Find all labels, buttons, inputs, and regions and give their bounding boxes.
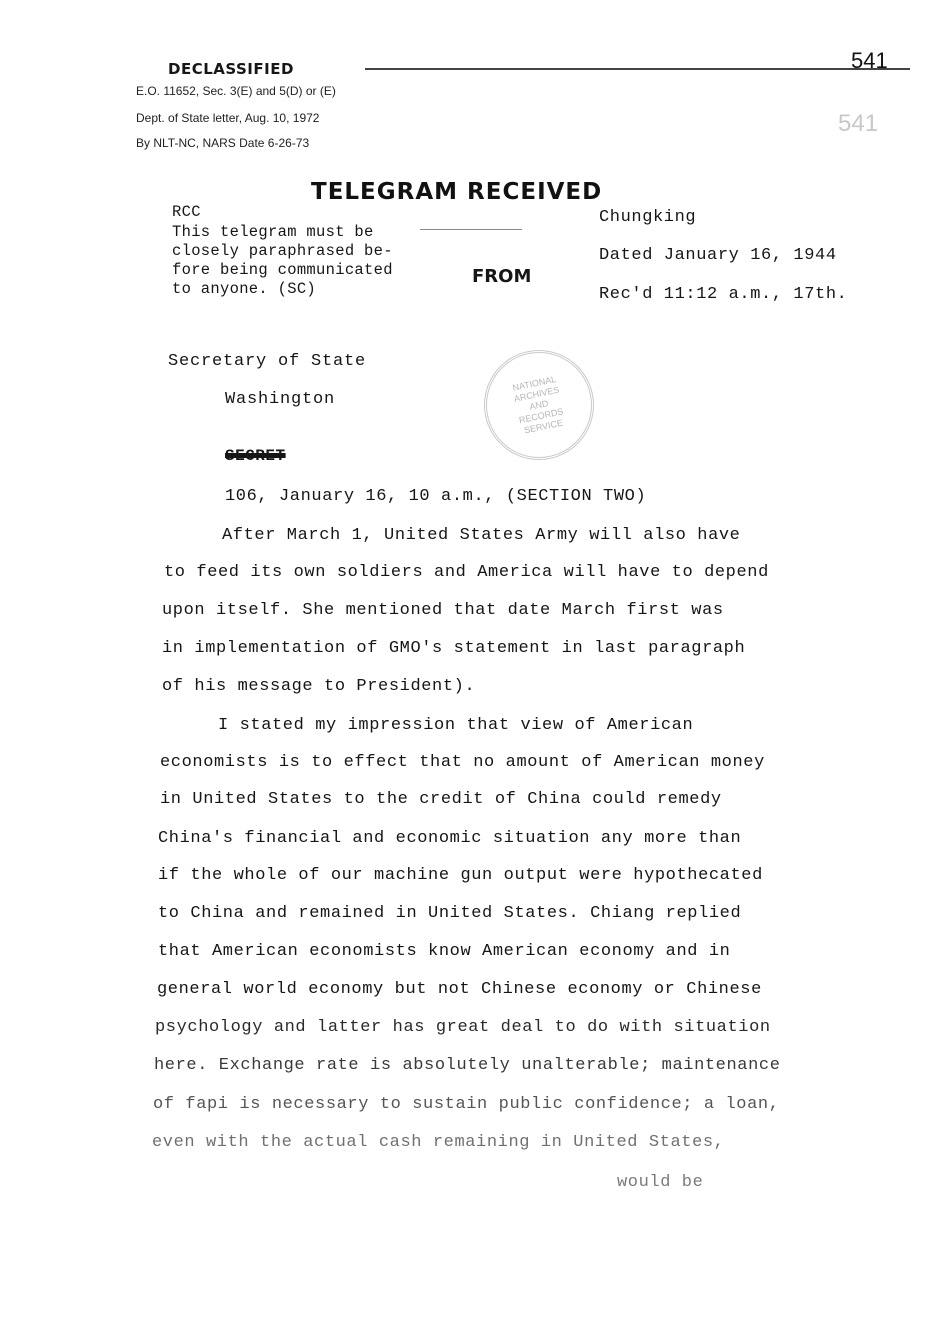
addressee-city: Washington	[225, 390, 336, 409]
message-reference: 106, January 16, 10 a.m., (SECTION TWO)	[225, 487, 647, 506]
archives-seal	[484, 350, 594, 460]
origin-dated: Dated January 16, 1944	[599, 246, 837, 265]
para2-line-6: to China and remained in United States. Chiang replied	[158, 904, 742, 923]
archives-seal-text: NATIONAL ARCHIVES AND RECORDS SERVICE	[511, 373, 565, 436]
classification-marking: SECRET	[225, 447, 286, 465]
para1-line-3: upon itself. She mentioned that date March first was	[162, 601, 724, 620]
declassification-letter: Dept. of State letter, Aug. 10, 1972	[136, 111, 320, 125]
notice-line-3: fore being communicated	[172, 261, 393, 279]
notice-code: RCC	[172, 203, 201, 221]
para2-line-8: general world economy but not Chinese economy or Chinese	[157, 980, 762, 999]
declassification-by-line	[136, 136, 309, 150]
para2-line-7: that American economists know American economy and in	[158, 942, 731, 961]
para2-line-10: here. Exchange rate is absolutely unalterable; maintenance	[154, 1056, 781, 1075]
para2-line-2: economists is to effect that no amount of American money	[160, 753, 765, 772]
heading-underline	[420, 229, 522, 230]
para2-line-12: even with the actual cash remaining in United States,	[152, 1133, 725, 1152]
declassified-stamp: DECLASSIFIED	[168, 60, 294, 78]
page-number-faint: 541	[838, 110, 879, 137]
para1-line-2: to feed its own soldiers and America will have to depend	[164, 563, 769, 582]
para2-line-1: I stated my impression that view of American	[218, 716, 694, 735]
from-label: FROM	[472, 266, 532, 287]
origin-received: Rec'd 11:12 a.m., 17th.	[599, 285, 848, 304]
para2-line-11: of fapi is necessary to sustain public confidence; a loan,	[153, 1095, 780, 1114]
declassification-authority: E.O. 11652, Sec. 3(E) and 5(D) or (E)	[136, 84, 336, 98]
continuation-text: would be	[617, 1173, 704, 1192]
notice-line-4: to anyone. (SC)	[172, 280, 317, 298]
telegram-heading: TELEGRAM RECEIVED	[311, 179, 603, 205]
notice-line-2: closely paraphrased be-	[172, 242, 393, 260]
declassification-by-text: By NLT-NC, NARS Date 6-26-73	[136, 136, 310, 150]
origin-place: Chungking	[599, 208, 697, 227]
para1-line-5: of his message to President).	[162, 677, 476, 696]
para2-line-5: if the whole of our machine gun output were hypothecated	[158, 866, 763, 885]
para2-line-3: in United States to the credit of China could remedy	[160, 790, 722, 809]
addressee-name: Secretary of State	[168, 352, 367, 371]
top-rule	[365, 68, 910, 70]
para2-line-9: psychology and latter has great deal to do with situation	[155, 1018, 771, 1037]
notice-line-1: This telegram must be	[172, 223, 374, 241]
page-number: 541	[851, 48, 888, 73]
para2-line-4: China's financial and economic situation any more than	[158, 829, 742, 848]
para1-line-4: in implementation of GMO's statement in last paragraph	[162, 639, 746, 658]
para1-line-1: After March 1, United States Army will also have	[222, 526, 741, 545]
